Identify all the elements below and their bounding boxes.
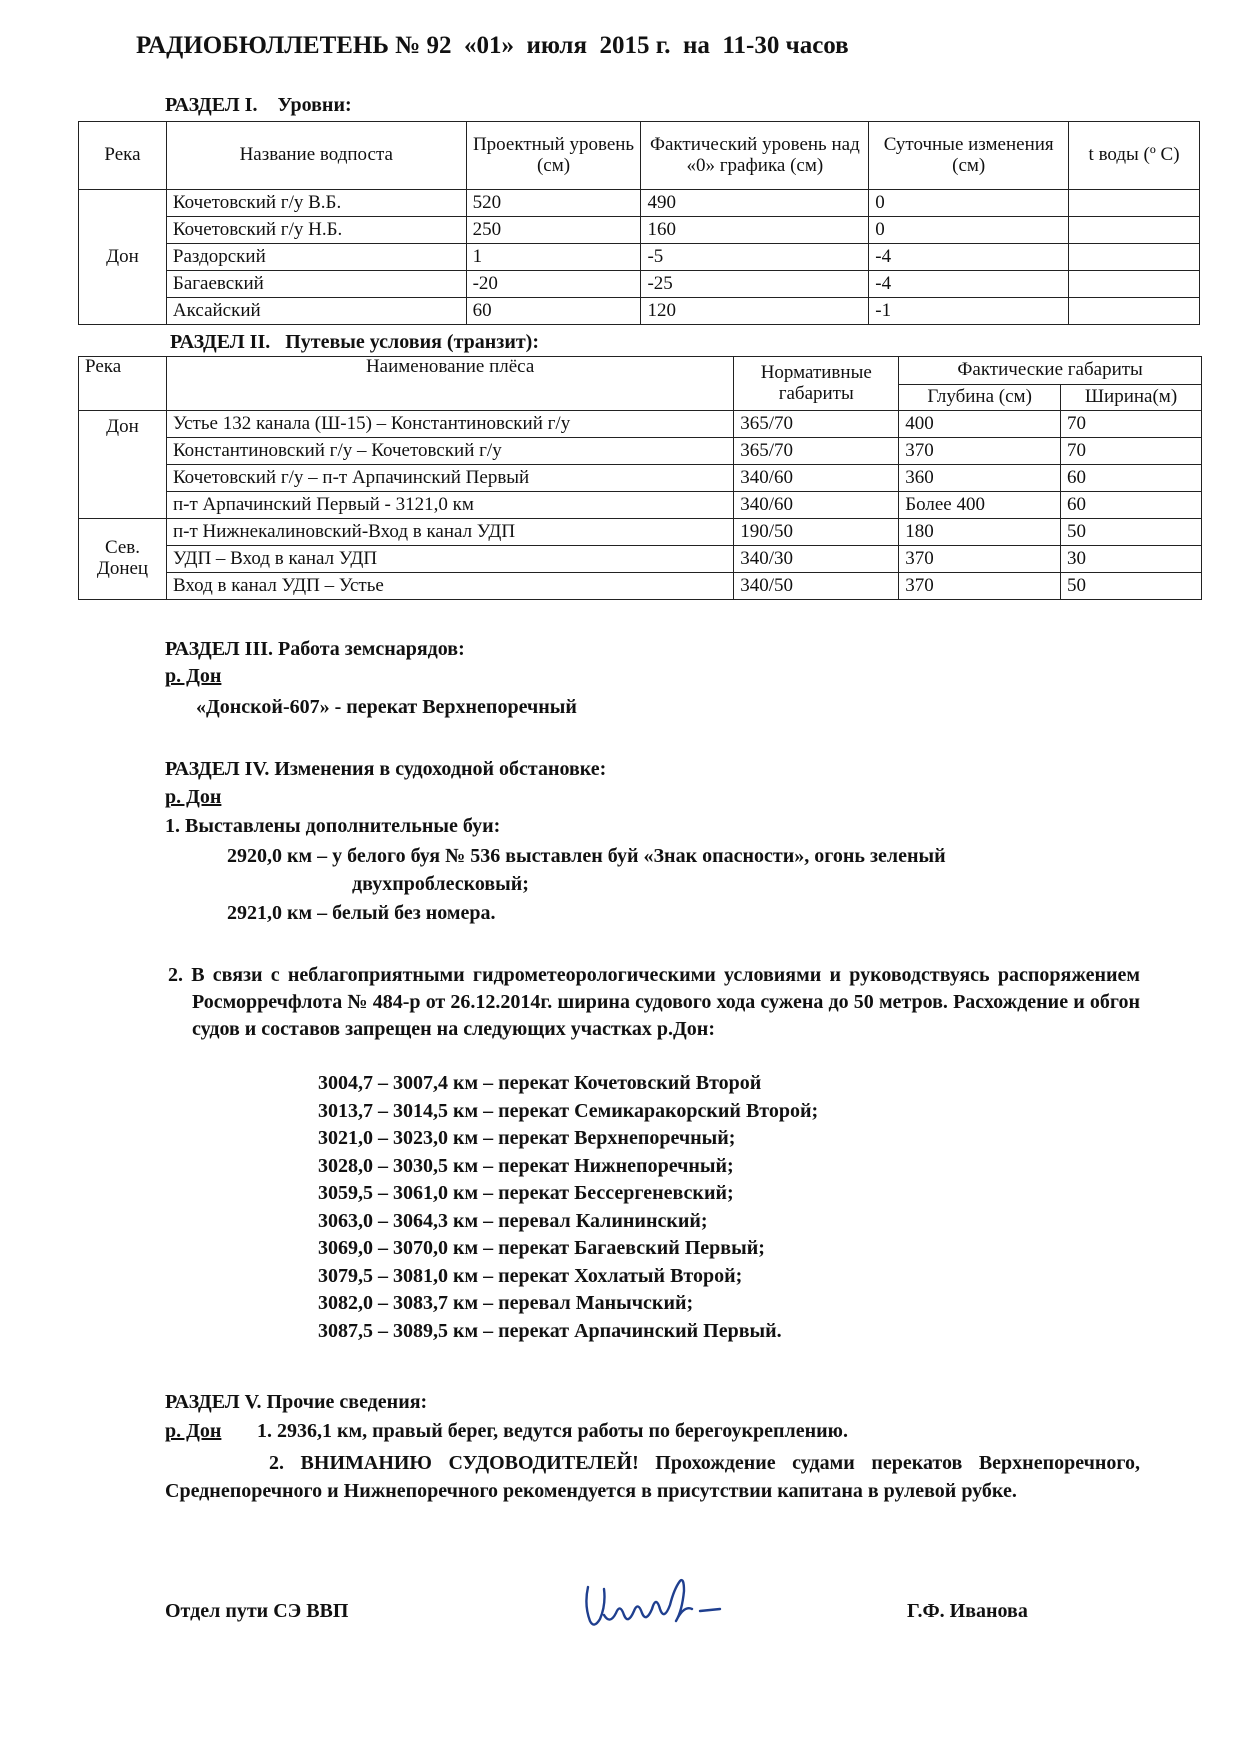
section5-river: р. Дон (165, 1420, 222, 1442)
footer-department: Отдел пути СЭ ВВП (165, 1600, 349, 1622)
table-row (79, 271, 1200, 298)
page-title: РАДИОБЮЛЛЕТЕНЬ № 92 «01» июля 2015 г. на 11-30 часов (136, 32, 849, 59)
design-level-cell: 250 (466, 217, 641, 244)
actual-level-cell: 490 (641, 190, 869, 217)
list-item: 3069,0 – 3070,0 км – перекат Багаевский Первый; (318, 1237, 765, 1259)
norm-cell: 340/50 (734, 573, 899, 600)
col-header-river: Река (79, 357, 167, 411)
water-temp-cell (1069, 271, 1200, 298)
river-cell: Дон (79, 411, 167, 519)
col-header-depth: Глубина (см) (899, 385, 1061, 411)
section4-p2-text (168, 962, 1140, 1043)
col-header-stretch: Наименование плёса (166, 357, 733, 411)
depth-cell: 400 (899, 411, 1061, 438)
stretch-cell: Устье 132 канала (Ш-15) – Константиновский г/у (166, 411, 733, 438)
station-cell: Кочетовский г/у Н.Б. (166, 217, 466, 244)
water-temp-cell (1069, 298, 1200, 325)
width-cell: 60 (1061, 492, 1202, 519)
design-level-cell: 1 (466, 244, 641, 271)
list-item: 3004,7 – 3007,4 км – перекат Кочетовский Второй (318, 1072, 762, 1094)
levels-table (78, 121, 1200, 325)
daily-change-cell: -1 (869, 298, 1069, 325)
norm-cell: 340/60 (734, 465, 899, 492)
depth-cell: 370 (899, 573, 1061, 600)
section4-p1-line1: 2920,0 км – у белого буя № 536 выставлен буй «Знак опасности», огонь зеленый (227, 845, 946, 867)
section4-p2-list (318, 1070, 818, 1345)
list-item: 3063,0 – 3064,3 км – перевал Калининский; (318, 1209, 708, 1232)
design-level-cell: 520 (466, 190, 641, 217)
station-cell: Аксайский (166, 298, 466, 325)
norm-cell: 365/70 (734, 438, 899, 465)
list-item: 3079,5 – 3081,0 км – перекат Хохлатый Второй; (318, 1264, 743, 1287)
table-row (79, 411, 1202, 438)
section4-p1-line3: 2921,0 км – белый без номера. (227, 902, 496, 924)
station-cell: Раздорский (166, 244, 466, 271)
water-temp-cell (1069, 244, 1200, 271)
table-row (79, 298, 1200, 325)
stretch-cell: п-т Нижнекалиновский-Вход в канал УДП (166, 519, 733, 546)
design-level-cell: -20 (466, 271, 641, 298)
list-item: 3028,0 – 3030,5 км – перекат Нижнепоречный; (318, 1154, 734, 1177)
footer-signer: Г.Ф. Иванова (907, 1600, 1028, 1622)
table-row (79, 217, 1200, 244)
col-header-daily-change: Суточные изменения (см) (869, 122, 1069, 190)
list-item: 3021,0 – 3023,0 км – перекат Верхнепоречный; (318, 1127, 736, 1149)
design-level-cell: 60 (466, 298, 641, 325)
depth-cell: 370 (899, 546, 1061, 573)
section5-item1: 1. 2936,1 км, правый берег, ведутся работы по берегоукреплению. (257, 1420, 848, 1442)
width-cell: 30 (1061, 546, 1202, 573)
width-cell: 50 (1061, 573, 1202, 600)
norm-cell: 365/70 (734, 411, 899, 438)
width-cell: 70 (1061, 411, 1202, 438)
norm-cell: 190/50 (734, 519, 899, 546)
width-cell: 50 (1061, 519, 1202, 546)
transit-table (78, 356, 1202, 600)
col-header-width: Ширина(м) (1061, 385, 1202, 411)
table-row (79, 244, 1200, 271)
section5-heading: РАЗДЕЛ V. Прочие сведения: (165, 1391, 428, 1413)
section4-p1-title: 1. Выставлены дополнительные буи: (165, 815, 501, 837)
station-cell: Кочетовский г/у В.Б. (166, 190, 466, 217)
col-header-station: Название водпоста (166, 122, 466, 190)
daily-change-cell: -4 (869, 244, 1069, 271)
list-item: 3087,5 – 3089,5 км – перекат Арпачинский Первый. (318, 1319, 782, 1342)
depth-cell: 370 (899, 438, 1061, 465)
list-item: 3082,0 – 3083,7 км – перевал Манычский; (318, 1292, 694, 1314)
norm-cell: 340/30 (734, 546, 899, 573)
section3-heading: РАЗДЕЛ III. Работа земснарядов: (165, 638, 465, 660)
actual-level-cell: -25 (641, 271, 869, 298)
width-cell: 70 (1061, 438, 1202, 465)
stretch-cell: п-т Арпачинский Первый - 3121,0 км (166, 492, 733, 519)
river-cell: Сев. Донец (79, 519, 167, 600)
section1-heading: РАЗДЕЛ I. Уровни: (165, 94, 352, 116)
section4-heading: РАЗДЕЛ IV. Изменения в судоходной обстановке: (165, 758, 607, 780)
section4-p2-paragraph: 2. В связи с неблагоприятными гидрометеорологическими условиями и руководствуясь распоряжением Росморречфлота № 484-р от 26.12.2014г. ширина судового хода сужена до 50 метров. Расхождение и обгон судов и составов запрещен на следующих участках р.Дон: (168, 964, 1140, 1040)
list-item: 3013,7 – 3014,5 км – перекат Семикаракорский Второй; (318, 1099, 819, 1122)
list-item: 3059,5 – 3061,0 км – перекат Бессергеневский; (318, 1182, 734, 1204)
col-header-river: Река (79, 122, 167, 190)
stretch-cell: УДП – Вход в канал УДП (166, 546, 733, 573)
daily-change-cell: 0 (869, 217, 1069, 244)
col-header-actual-dimensions: Фактические габариты (899, 357, 1202, 385)
stretch-cell: Кочетовский г/у – п-т Арпачинский Первый (166, 465, 733, 492)
norm-cell: 340/60 (734, 492, 899, 519)
actual-level-cell: 120 (641, 298, 869, 325)
table-row (79, 573, 1202, 600)
station-cell: Багаевский (166, 271, 466, 298)
section3-dredger-item: «Донской-607» - перекат Верхнепоречный (196, 696, 577, 718)
river-cell: Дон (79, 190, 167, 325)
table-row (79, 492, 1202, 519)
table-row (79, 438, 1202, 465)
depth-cell: Более 400 (899, 492, 1061, 519)
table-row (79, 546, 1202, 573)
width-cell: 60 (1061, 465, 1202, 492)
table-row (79, 465, 1202, 492)
section3-river: р. Дон (165, 665, 222, 687)
section5-item2: 2. ВНИМАНИЮ СУДОВОДИТЕЛЕЙ! Прохождение судами перекатов Верхнепоречного, Среднепоречного и Нижнепоречного рекомендуется в присутствии капитана в рулевой рубке. (165, 1452, 1140, 1502)
depth-cell: 180 (899, 519, 1061, 546)
daily-change-cell: -4 (869, 271, 1069, 298)
stretch-cell: Константиновский г/у – Кочетовский г/у (166, 438, 733, 465)
table-row (79, 190, 1200, 217)
section4-p1-line2: двухпроблесковый; (352, 873, 529, 895)
section2-heading: РАЗДЕЛ II. Путевые условия (транзит): (170, 331, 540, 353)
actual-level-cell: 160 (641, 217, 869, 244)
col-header-design-level: Проектный уровень (см) (466, 122, 641, 190)
water-temp-cell (1069, 217, 1200, 244)
table-row (79, 519, 1202, 546)
section4-river: р. Дон (165, 786, 222, 808)
col-header-norm-dimensions: Нормативные габариты (734, 357, 899, 411)
signature-image (580, 1575, 750, 1635)
col-header-water-temp: t воды (º С) (1069, 122, 1200, 190)
water-temp-cell (1069, 190, 1200, 217)
col-header-actual-level: Фактический уровень над «0» графика (см) (641, 122, 869, 190)
actual-level-cell: -5 (641, 244, 869, 271)
daily-change-cell: 0 (869, 190, 1069, 217)
stretch-cell: Вход в канал УДП – Устье (166, 573, 733, 600)
depth-cell: 360 (899, 465, 1061, 492)
